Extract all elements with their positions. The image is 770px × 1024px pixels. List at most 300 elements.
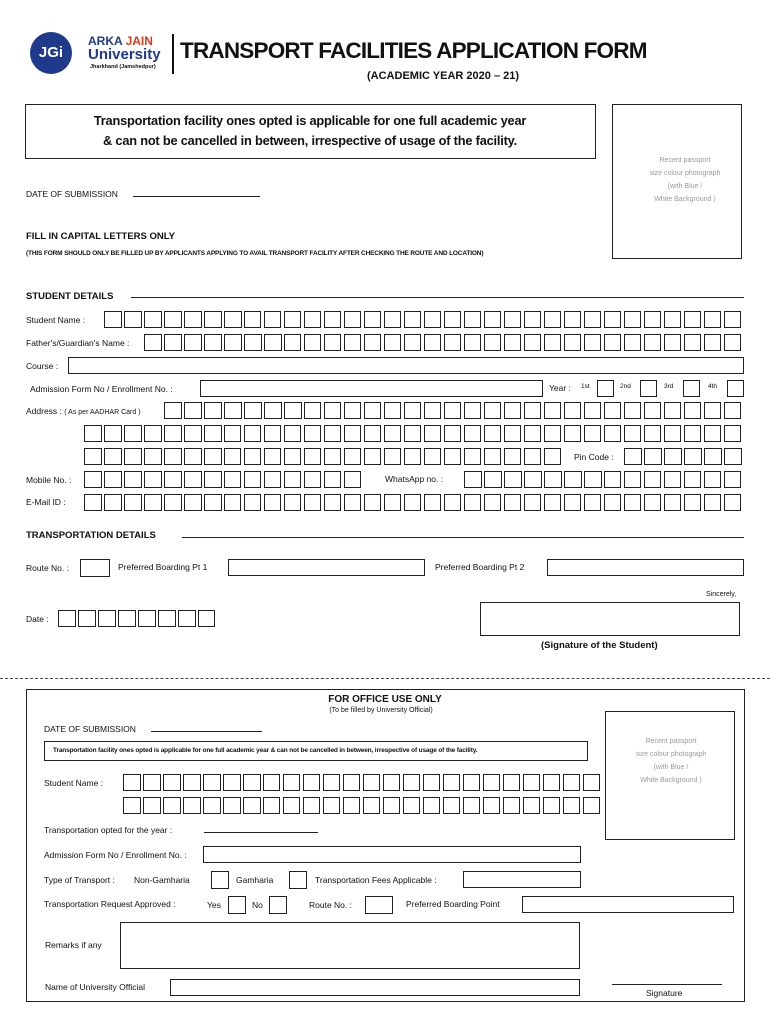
approved-no-checkbox[interactable] [269, 896, 287, 914]
char-cell[interactable] [184, 334, 202, 351]
char-cell[interactable] [343, 797, 361, 814]
char-cell[interactable] [344, 311, 362, 328]
char-cell[interactable] [304, 494, 322, 511]
char-cell[interactable] [644, 471, 662, 488]
char-cell[interactable] [224, 471, 242, 488]
char-cell[interactable] [404, 494, 422, 511]
year-3rd-checkbox[interactable] [683, 380, 700, 397]
year-4th-checkbox[interactable] [727, 380, 744, 397]
char-cell[interactable] [684, 311, 702, 328]
char-cell[interactable] [543, 774, 561, 791]
whatsapp-cells[interactable] [464, 471, 741, 488]
char-cell[interactable] [604, 471, 622, 488]
char-cell[interactable] [284, 311, 302, 328]
char-cell[interactable] [164, 311, 182, 328]
char-cell[interactable] [323, 797, 341, 814]
address-cells-row3[interactable] [84, 448, 561, 465]
char-cell[interactable] [584, 311, 602, 328]
char-cell[interactable] [664, 311, 682, 328]
char-cell[interactable] [384, 334, 402, 351]
char-cell[interactable] [644, 448, 662, 465]
char-cell[interactable] [664, 402, 682, 419]
char-cell[interactable] [304, 311, 322, 328]
char-cell[interactable] [684, 402, 702, 419]
char-cell[interactable] [564, 471, 582, 488]
char-cell[interactable] [284, 448, 302, 465]
char-cell[interactable] [624, 471, 642, 488]
char-cell[interactable] [424, 311, 442, 328]
email-cells[interactable] [84, 494, 741, 511]
date-submission-line[interactable] [133, 196, 260, 197]
char-cell[interactable] [184, 494, 202, 511]
char-cell[interactable] [138, 610, 156, 627]
char-cell[interactable] [224, 334, 242, 351]
char-cell[interactable] [604, 425, 622, 442]
mobile-cells[interactable] [84, 471, 361, 488]
char-cell[interactable] [364, 494, 382, 511]
char-cell[interactable] [283, 774, 301, 791]
student-signature-box[interactable] [480, 602, 740, 636]
char-cell[interactable] [183, 774, 201, 791]
char-cell[interactable] [164, 334, 182, 351]
address-cells-row1[interactable] [164, 402, 741, 419]
office-student-name-cells-row2[interactable] [123, 797, 600, 814]
char-cell[interactable] [503, 797, 521, 814]
char-cell[interactable] [484, 494, 502, 511]
pin-code-cells[interactable] [624, 448, 742, 465]
char-cell[interactable] [584, 494, 602, 511]
char-cell[interactable] [624, 334, 642, 351]
char-cell[interactable] [463, 774, 481, 791]
char-cell[interactable] [624, 402, 642, 419]
char-cell[interactable] [624, 311, 642, 328]
office-route-field[interactable] [365, 896, 393, 914]
char-cell[interactable] [304, 448, 322, 465]
char-cell[interactable] [264, 448, 282, 465]
char-cell[interactable] [524, 402, 542, 419]
char-cell[interactable] [284, 425, 302, 442]
char-cell[interactable] [704, 494, 722, 511]
char-cell[interactable] [464, 494, 482, 511]
char-cell[interactable] [164, 494, 182, 511]
char-cell[interactable] [464, 334, 482, 351]
char-cell[interactable] [203, 797, 221, 814]
char-cell[interactable] [403, 797, 421, 814]
char-cell[interactable] [404, 334, 422, 351]
char-cell[interactable] [484, 311, 502, 328]
char-cell[interactable] [263, 774, 281, 791]
char-cell[interactable] [163, 774, 181, 791]
char-cell[interactable] [563, 797, 581, 814]
char-cell[interactable] [524, 471, 542, 488]
char-cell[interactable] [684, 448, 702, 465]
course-field[interactable] [68, 357, 744, 374]
char-cell[interactable] [143, 797, 161, 814]
char-cell[interactable] [178, 610, 196, 627]
char-cell[interactable] [684, 425, 702, 442]
office-boarding-point-field[interactable] [522, 896, 734, 913]
char-cell[interactable] [184, 402, 202, 419]
char-cell[interactable] [564, 494, 582, 511]
char-cell[interactable] [244, 311, 262, 328]
char-cell[interactable] [704, 425, 722, 442]
office-student-name-cells-row1[interactable] [123, 774, 600, 791]
char-cell[interactable] [324, 402, 342, 419]
char-cell[interactable] [464, 448, 482, 465]
char-cell[interactable] [344, 425, 362, 442]
char-cell[interactable] [84, 494, 102, 511]
student-name-cells[interactable] [104, 311, 741, 328]
char-cell[interactable] [244, 425, 262, 442]
char-cell[interactable] [144, 425, 162, 442]
char-cell[interactable] [344, 494, 362, 511]
char-cell[interactable] [104, 471, 122, 488]
char-cell[interactable] [544, 494, 562, 511]
char-cell[interactable] [384, 311, 402, 328]
char-cell[interactable] [363, 774, 381, 791]
char-cell[interactable] [244, 448, 262, 465]
char-cell[interactable] [563, 774, 581, 791]
char-cell[interactable] [204, 425, 222, 442]
route-field[interactable] [80, 559, 110, 577]
char-cell[interactable] [604, 402, 622, 419]
char-cell[interactable] [163, 797, 181, 814]
char-cell[interactable] [523, 774, 541, 791]
char-cell[interactable] [504, 494, 522, 511]
char-cell[interactable] [384, 494, 402, 511]
char-cell[interactable] [484, 471, 502, 488]
char-cell[interactable] [484, 402, 502, 419]
char-cell[interactable] [223, 774, 241, 791]
char-cell[interactable] [644, 425, 662, 442]
char-cell[interactable] [664, 448, 682, 465]
char-cell[interactable] [364, 425, 382, 442]
char-cell[interactable] [403, 774, 421, 791]
char-cell[interactable] [564, 425, 582, 442]
year-2nd-checkbox[interactable] [640, 380, 657, 397]
char-cell[interactable] [584, 425, 602, 442]
char-cell[interactable] [104, 311, 122, 328]
char-cell[interactable] [264, 494, 282, 511]
char-cell[interactable] [404, 425, 422, 442]
char-cell[interactable] [644, 494, 662, 511]
char-cell[interactable] [164, 471, 182, 488]
opted-year-line[interactable] [204, 832, 318, 833]
char-cell[interactable] [183, 797, 201, 814]
char-cell[interactable] [204, 448, 222, 465]
char-cell[interactable] [644, 334, 662, 351]
gamharia-checkbox[interactable] [289, 871, 307, 889]
guardian-name-cells[interactable] [144, 334, 741, 351]
char-cell[interactable] [584, 334, 602, 351]
char-cell[interactable] [158, 610, 176, 627]
char-cell[interactable] [363, 797, 381, 814]
char-cell[interactable] [484, 334, 502, 351]
char-cell[interactable] [564, 402, 582, 419]
fees-applicable-field[interactable] [463, 871, 581, 888]
char-cell[interactable] [304, 471, 322, 488]
char-cell[interactable] [404, 402, 422, 419]
char-cell[interactable] [604, 311, 622, 328]
char-cell[interactable] [444, 494, 462, 511]
char-cell[interactable] [224, 425, 242, 442]
char-cell[interactable] [164, 402, 182, 419]
char-cell[interactable] [324, 448, 342, 465]
char-cell[interactable] [198, 610, 216, 627]
char-cell[interactable] [324, 334, 342, 351]
char-cell[interactable] [684, 334, 702, 351]
char-cell[interactable] [364, 448, 382, 465]
char-cell[interactable] [364, 311, 382, 328]
char-cell[interactable] [204, 402, 222, 419]
char-cell[interactable] [244, 471, 262, 488]
char-cell[interactable] [304, 334, 322, 351]
char-cell[interactable] [204, 311, 222, 328]
char-cell[interactable] [544, 334, 562, 351]
char-cell[interactable] [264, 471, 282, 488]
char-cell[interactable] [224, 311, 242, 328]
char-cell[interactable] [383, 797, 401, 814]
char-cell[interactable] [724, 334, 742, 351]
char-cell[interactable] [504, 448, 522, 465]
char-cell[interactable] [604, 334, 622, 351]
char-cell[interactable] [304, 425, 322, 442]
char-cell[interactable] [604, 494, 622, 511]
char-cell[interactable] [344, 402, 362, 419]
char-cell[interactable] [344, 448, 362, 465]
char-cell[interactable] [444, 334, 462, 351]
char-cell[interactable] [144, 448, 162, 465]
char-cell[interactable] [324, 471, 342, 488]
char-cell[interactable] [644, 402, 662, 419]
char-cell[interactable] [564, 334, 582, 351]
char-cell[interactable] [364, 334, 382, 351]
char-cell[interactable] [344, 334, 362, 351]
char-cell[interactable] [664, 425, 682, 442]
char-cell[interactable] [283, 797, 301, 814]
char-cell[interactable] [584, 471, 602, 488]
char-cell[interactable] [724, 471, 742, 488]
char-cell[interactable] [624, 425, 642, 442]
office-date-submission-line[interactable] [151, 731, 262, 732]
char-cell[interactable] [284, 494, 302, 511]
boarding-pt2-field[interactable] [547, 559, 744, 576]
char-cell[interactable] [404, 448, 422, 465]
char-cell[interactable] [124, 448, 142, 465]
char-cell[interactable] [224, 494, 242, 511]
char-cell[interactable] [384, 402, 402, 419]
char-cell[interactable] [58, 610, 76, 627]
char-cell[interactable] [324, 425, 342, 442]
char-cell[interactable] [84, 425, 102, 442]
char-cell[interactable] [224, 402, 242, 419]
char-cell[interactable] [104, 425, 122, 442]
char-cell[interactable] [424, 494, 442, 511]
char-cell[interactable] [164, 425, 182, 442]
char-cell[interactable] [104, 494, 122, 511]
boarding-pt1-field[interactable] [228, 559, 425, 576]
char-cell[interactable] [624, 494, 642, 511]
char-cell[interactable] [524, 425, 542, 442]
char-cell[interactable] [523, 797, 541, 814]
char-cell[interactable] [404, 311, 422, 328]
char-cell[interactable] [123, 797, 141, 814]
char-cell[interactable] [304, 402, 322, 419]
char-cell[interactable] [664, 334, 682, 351]
address-cells-row2[interactable] [84, 425, 741, 442]
char-cell[interactable] [504, 402, 522, 419]
char-cell[interactable] [583, 774, 601, 791]
char-cell[interactable] [444, 425, 462, 442]
char-cell[interactable] [204, 334, 222, 351]
char-cell[interactable] [184, 311, 202, 328]
char-cell[interactable] [244, 334, 262, 351]
char-cell[interactable] [664, 494, 682, 511]
char-cell[interactable] [544, 448, 562, 465]
char-cell[interactable] [544, 471, 562, 488]
char-cell[interactable] [144, 311, 162, 328]
char-cell[interactable] [464, 471, 482, 488]
char-cell[interactable] [124, 311, 142, 328]
char-cell[interactable] [524, 494, 542, 511]
char-cell[interactable] [724, 402, 742, 419]
char-cell[interactable] [524, 334, 542, 351]
char-cell[interactable] [503, 774, 521, 791]
char-cell[interactable] [184, 448, 202, 465]
char-cell[interactable] [343, 774, 361, 791]
char-cell[interactable] [184, 471, 202, 488]
char-cell[interactable] [164, 448, 182, 465]
char-cell[interactable] [423, 774, 441, 791]
char-cell[interactable] [124, 471, 142, 488]
char-cell[interactable] [104, 448, 122, 465]
char-cell[interactable] [324, 311, 342, 328]
char-cell[interactable] [564, 311, 582, 328]
char-cell[interactable] [243, 797, 261, 814]
admission-field[interactable] [200, 380, 543, 397]
char-cell[interactable] [184, 425, 202, 442]
char-cell[interactable] [84, 471, 102, 488]
char-cell[interactable] [244, 494, 262, 511]
char-cell[interactable] [264, 334, 282, 351]
char-cell[interactable] [123, 774, 141, 791]
char-cell[interactable] [384, 425, 402, 442]
char-cell[interactable] [144, 334, 162, 351]
char-cell[interactable] [98, 610, 116, 627]
char-cell[interactable] [583, 797, 601, 814]
char-cell[interactable] [483, 797, 501, 814]
char-cell[interactable] [424, 425, 442, 442]
char-cell[interactable] [78, 610, 96, 627]
char-cell[interactable] [264, 311, 282, 328]
char-cell[interactable] [464, 311, 482, 328]
char-cell[interactable] [504, 311, 522, 328]
char-cell[interactable] [383, 774, 401, 791]
char-cell[interactable] [484, 425, 502, 442]
char-cell[interactable] [444, 448, 462, 465]
char-cell[interactable] [144, 471, 162, 488]
non-gamharia-checkbox[interactable] [211, 871, 229, 889]
char-cell[interactable] [724, 311, 742, 328]
char-cell[interactable] [704, 448, 722, 465]
char-cell[interactable] [423, 797, 441, 814]
char-cell[interactable] [444, 311, 462, 328]
char-cell[interactable] [424, 402, 442, 419]
char-cell[interactable] [224, 448, 242, 465]
char-cell[interactable] [504, 471, 522, 488]
char-cell[interactable] [704, 471, 722, 488]
date-cells[interactable] [58, 610, 215, 627]
char-cell[interactable] [684, 494, 702, 511]
char-cell[interactable] [724, 494, 742, 511]
char-cell[interactable] [444, 402, 462, 419]
char-cell[interactable] [124, 494, 142, 511]
char-cell[interactable] [443, 797, 461, 814]
char-cell[interactable] [303, 774, 321, 791]
char-cell[interactable] [203, 774, 221, 791]
char-cell[interactable] [424, 448, 442, 465]
char-cell[interactable] [524, 448, 542, 465]
char-cell[interactable] [204, 471, 222, 488]
char-cell[interactable] [204, 494, 222, 511]
official-signature-line[interactable] [612, 984, 722, 985]
char-cell[interactable] [543, 797, 561, 814]
char-cell[interactable] [624, 448, 642, 465]
char-cell[interactable] [524, 311, 542, 328]
char-cell[interactable] [284, 334, 302, 351]
office-admission-field[interactable] [203, 846, 581, 863]
char-cell[interactable] [724, 448, 742, 465]
char-cell[interactable] [143, 774, 161, 791]
char-cell[interactable] [704, 334, 722, 351]
char-cell[interactable] [263, 797, 281, 814]
char-cell[interactable] [664, 471, 682, 488]
char-cell[interactable] [724, 425, 742, 442]
char-cell[interactable] [124, 425, 142, 442]
char-cell[interactable] [544, 425, 562, 442]
char-cell[interactable] [284, 402, 302, 419]
char-cell[interactable] [344, 471, 362, 488]
char-cell[interactable] [544, 311, 562, 328]
char-cell[interactable] [463, 797, 481, 814]
char-cell[interactable] [443, 774, 461, 791]
char-cell[interactable] [264, 402, 282, 419]
char-cell[interactable] [504, 425, 522, 442]
char-cell[interactable] [223, 797, 241, 814]
char-cell[interactable] [584, 402, 602, 419]
char-cell[interactable] [504, 334, 522, 351]
char-cell[interactable] [144, 494, 162, 511]
char-cell[interactable] [84, 448, 102, 465]
year-1st-checkbox[interactable] [597, 380, 614, 397]
char-cell[interactable] [243, 774, 261, 791]
char-cell[interactable] [324, 494, 342, 511]
char-cell[interactable] [323, 774, 341, 791]
char-cell[interactable] [424, 334, 442, 351]
char-cell[interactable] [484, 448, 502, 465]
approved-yes-checkbox[interactable] [228, 896, 246, 914]
char-cell[interactable] [464, 402, 482, 419]
char-cell[interactable] [644, 311, 662, 328]
char-cell[interactable] [704, 311, 722, 328]
char-cell[interactable] [384, 448, 402, 465]
char-cell[interactable] [118, 610, 136, 627]
char-cell[interactable] [364, 402, 382, 419]
official-name-field[interactable] [170, 979, 580, 996]
char-cell[interactable] [483, 774, 501, 791]
char-cell[interactable] [303, 797, 321, 814]
char-cell[interactable] [704, 402, 722, 419]
